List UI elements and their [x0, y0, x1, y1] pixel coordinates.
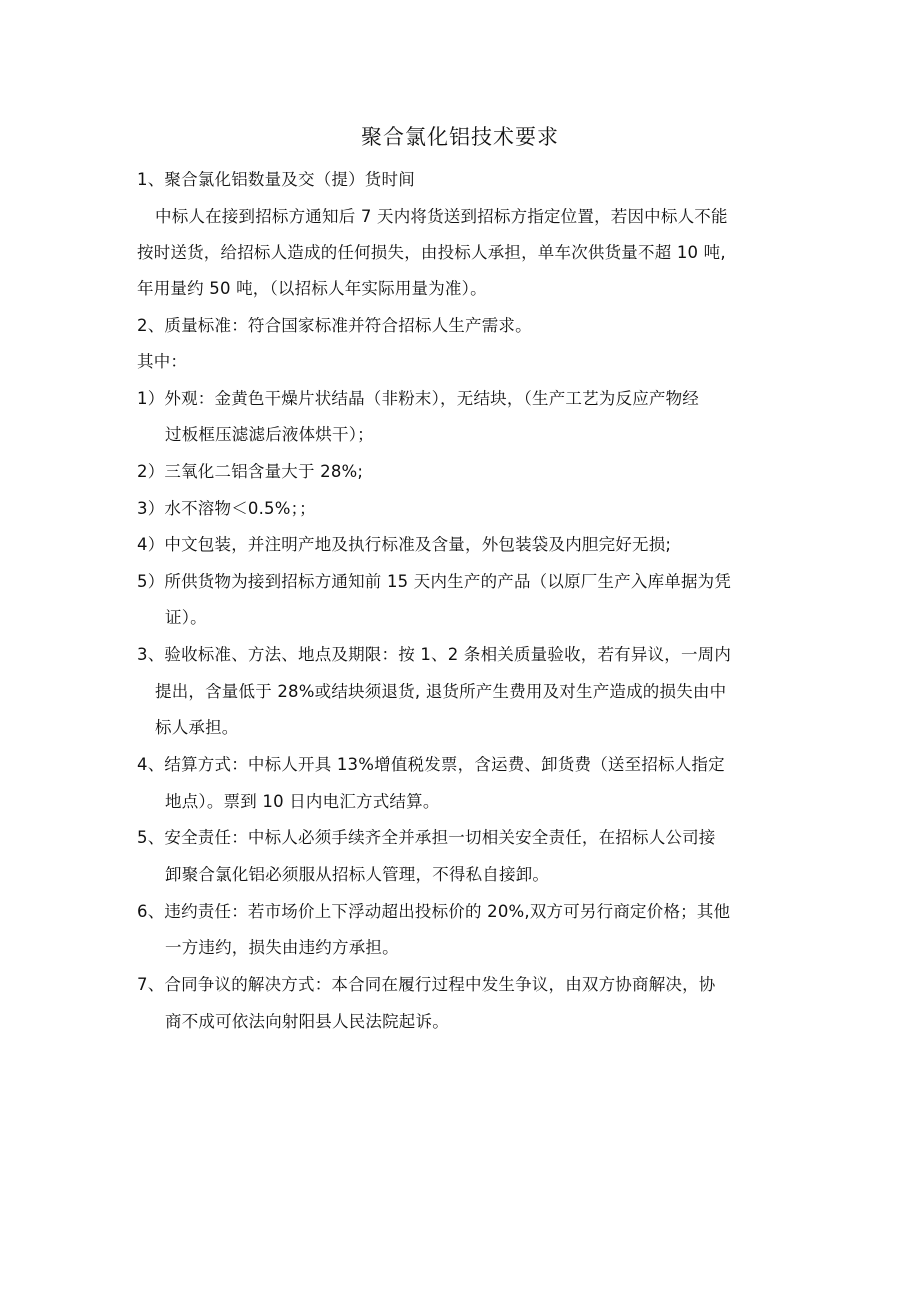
requirement-5-line-1: 5）所供货物为接到招标方通知前 15 天内生产的产品（以原厂生产入库单据为凭 — [137, 572, 732, 591]
section-7-line-2: 商不成可依法向射阳县人民法院起诉。 — [165, 1012, 449, 1031]
requirement-1-line-2: 过板框压滤滤后液体烘干）； — [165, 425, 374, 444]
requirement-5-line-2: 证）。 — [165, 608, 207, 627]
section-3-line-1: 3、验收标准、方法、地点及期限：按 1、2 条相关质量验收，若有异议，一周内 — [137, 645, 732, 664]
requirement-4: 4）中文包装，并注明产地及执行标准及含量，外包装袋及内胆完好无损; — [137, 535, 672, 554]
section-5-line-1: 5、安全责任：中标人必须手续齐全并承担一切相关安全责任，在招标人公司接 — [137, 828, 716, 847]
requirement-2: 2）三氧化二铝含量大于 28%; — [137, 462, 364, 481]
section-1-text-line-3: 年用量约 50 吨，（以招标人年实际用量为准）。 — [137, 279, 487, 298]
section-2-subheading: 其中： — [137, 352, 188, 371]
section-6-line-2: 一方违约，损失由违约方承担。 — [165, 938, 399, 957]
section-5-line-2: 卸聚合氯化铝必须服从招标人管理，不得私自接卸。 — [165, 865, 550, 884]
section-3-line-2: 提出，含量低于 28%或结块须退货, 退货所产生费用及对生产造成的损失由中 — [155, 682, 727, 701]
section-1-text-line-2: 按时送货，给招标人造成的任何损失，由投标人承担，单车次供货量不超 10 吨, — [137, 243, 726, 262]
section-4-line-1: 4、结算方式：中标人开具 13%增值税发票，含运费、卸货费（送至招标人指定 — [137, 755, 725, 774]
document-title: 聚合氯化铝技术要求 — [361, 125, 559, 149]
requirement-1-line-1: 1）外观：金黄色干燥片状结晶（非粉末），无结块，（生产工艺为反应产物经 — [137, 389, 699, 408]
section-3-line-3: 标人承担。 — [155, 718, 239, 737]
requirement-3: 3）水不溶物＜0.5%；； — [137, 499, 316, 518]
section-1-heading: 1、聚合氯化铝数量及交（提）货时间 — [137, 170, 415, 189]
section-1-text-line-1: 中标人在接到招标方通知后 7 天内将货送到招标方指定位置，若因中标人不能 — [155, 207, 728, 226]
section-4-line-2: 地点）。票到 10 日内电汇方式结算。 — [165, 792, 440, 811]
section-7-line-1: 7、合同争议的解决方式：本合同在履行过程中发生争议，由双方协商解决，协 — [137, 975, 716, 994]
section-2-heading: 2、质量标准：符合国家标准并符合招标人生产需求。 — [137, 316, 532, 335]
section-6-line-1: 6、违约责任：若市场价上下浮动超出投标价的 20%,双方可另行商定价格；其他 — [137, 902, 731, 921]
